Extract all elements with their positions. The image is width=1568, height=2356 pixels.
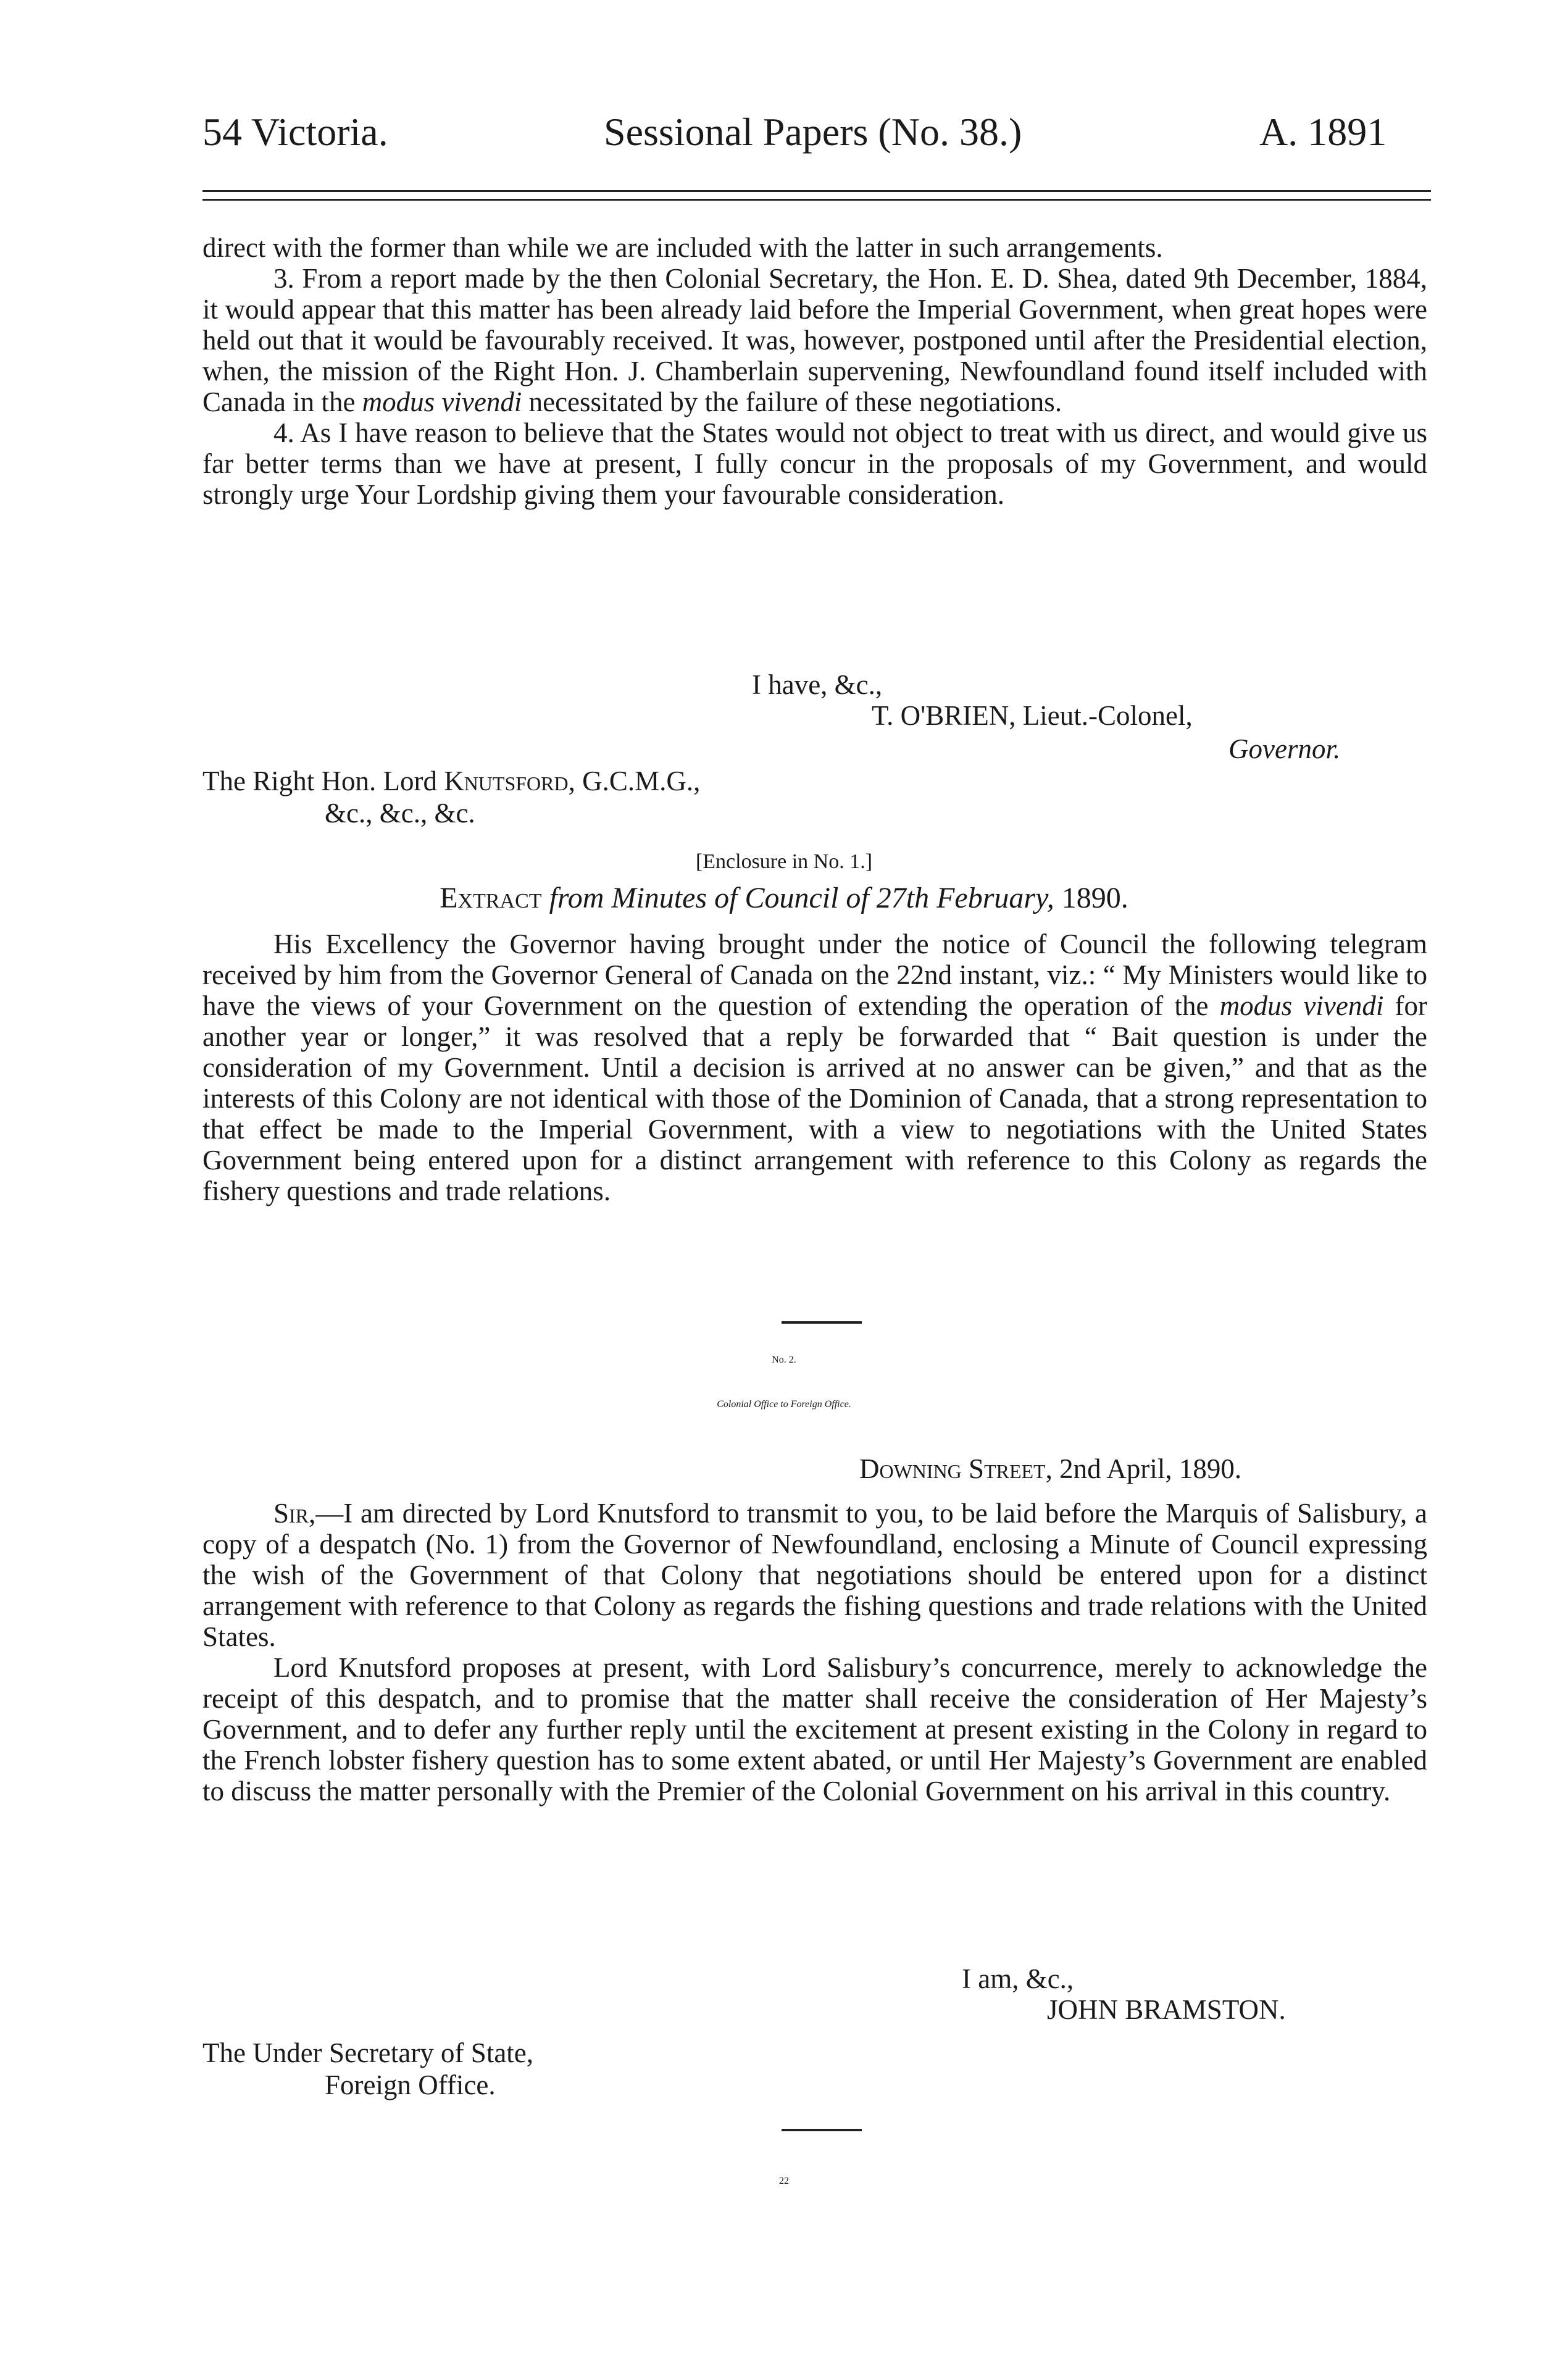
paragraph-continued: direct with the former than while we are included with the latter in such arrangements. (202, 232, 1163, 263)
dateline: Downing Street, 2nd April, 1890. (859, 1453, 1242, 1484)
enclosure-body (202, 929, 1427, 1206)
addressee-etc: &c., &c., &c. (325, 798, 475, 829)
header-year: A. 1891 (1259, 110, 1387, 154)
document-number: No. 2. (772, 1355, 796, 1365)
letter-2-body (202, 1498, 1427, 1807)
signature-title: Governor. (1228, 733, 1341, 764)
paragraph-number: 4. (273, 417, 294, 448)
addressee-2-office: Foreign Office. (325, 2070, 496, 2100)
header-title: Sessional Papers (No. 38.) (604, 110, 1022, 154)
header-rule-top (202, 190, 1431, 192)
closing-2: I am, &c., (962, 1963, 1074, 1994)
letter-body (202, 232, 1427, 510)
paragraph-4: 4. As I have reason to believe that the States would not object to treat with us direct, and would give us far better terms than we have at present, I fully concur in the proposals of my Government, and would strongly urge Your Lordship giving them your favourable consideration. (202, 417, 1427, 510)
enclosure-paragraph: His Excellency the Governor having brought under the notice of Council the following telegram received by him from the Governor General of Canada on the 22nd instant, viz.: “ My Ministers would like to have the views of your Government on the question of extending the operation of the modus vivendi for another year or longer,” it was resolved that a reply be forwarded that “ Bait question is under the consideration of my Government. Until a decision is arrived at no answer can be given,” and that as the interests of this Colony are not identical with those of the Dominion of Canada, that a strong representation to that effect be made to the Imperial Government, with a view to negotiations with the United States Government being entered upon for a distinct arrangement with reference to this Colony as regards the fishery questions and trade relations. (202, 929, 1428, 1206)
header-rule-bottom (202, 199, 1431, 201)
enclosure-title: Extract from Minutes of Council of 27th February, 1890. (440, 882, 1128, 914)
document-subtitle: Colonial Office to Foreign Office. (717, 1399, 851, 1410)
salutation: Sir, (273, 1498, 316, 1529)
closing: I have, &c., (752, 669, 883, 700)
header-session: 54 Victoria. (202, 110, 388, 154)
italic-phrase: modus vivendi (362, 386, 522, 417)
paragraph-1: Sir,—I am directed by Lord Knutsford to transmit to you, to be laid before the Marquis of Salisbury, a copy of a despatch (No. 1) from the Governor of Newfoundland, enclosing a Minute of Council expressing the wish of the Government of that Colony that negotiations should be entered upon for a distinct arrangement with reference to that Colony as regards the fishing questions and trade relations with the United States. (202, 1498, 1427, 1652)
paragraph-number: 3. (273, 263, 294, 294)
addressee-name: Knutsford (444, 766, 569, 796)
addressee: The Right Hon. Lord Knutsford, G.C.M.G., (202, 766, 701, 796)
italic-phrase: modus vivendi (1219, 990, 1384, 1021)
signature: T. O'BRIEN, Lieut.-Colonel, (872, 700, 1193, 731)
addressee-2: The Under Secretary of State, (202, 2037, 534, 2068)
section-divider (782, 1321, 862, 1324)
footer-divider (782, 2129, 862, 2131)
paragraph-3: 3. From a report made by the then Colonial Secretary, the Hon. E. D. Shea, dated 9th December, 1884, it would appear that this matter has been already laid before the Imperial Government, when great hopes were held out that it would be favourably received. It was, however, postponed until after the Presidential election, when, the mission of the Right Hon. J. Chamberlain supervening, Newfoundland found itself included with Canada in the modus vivendi necessitated by the failure of these negotiations. (202, 263, 1428, 417)
page-number: 22 (779, 2176, 789, 2186)
enclosure-label: [Enclosure in No. 1.] (695, 850, 873, 873)
signature-2: JOHN BRAMSTON. (1047, 1994, 1286, 2025)
paragraph-2: Lord Knutsford proposes at present, with Lord Salisbury’s concurrence, merely to acknowledge the receipt of this despatch, and to promise that the matter shall receive the consideration of Her Majesty’s Government, and to defer any further reply until the excitement at present existing in the Colony in regard to the French lobster fishery question has to some extent abated, or until Her Majesty’s Government are enabled to discuss the matter personally with the Premier of the Colonial Government on his arrival in this country. (202, 1652, 1427, 1807)
